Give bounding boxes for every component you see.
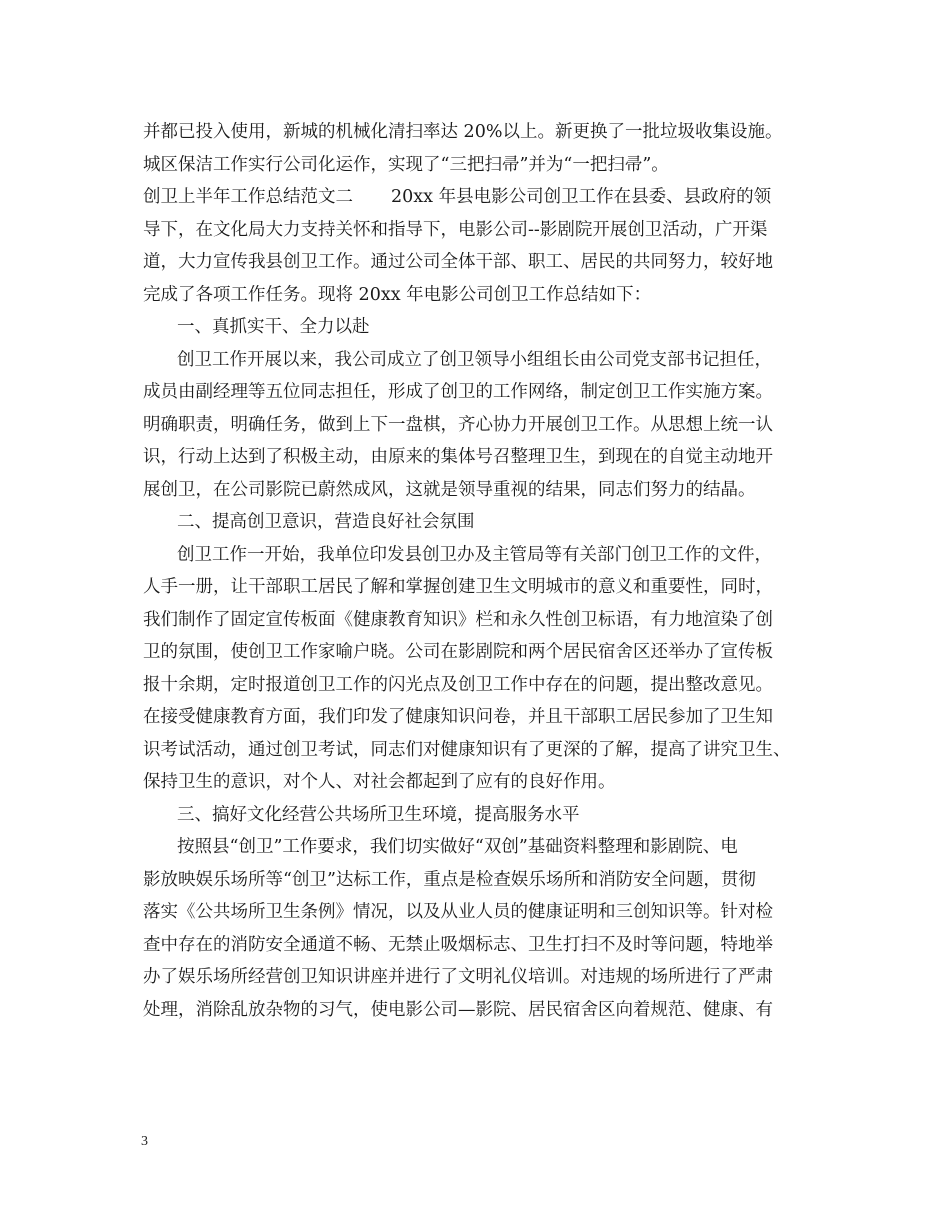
text-line: 成员由副经理等五位同志担任，形成了创卫的工作网络，制定创卫工作实施方案。 [143,382,773,402]
text-line: 导下，在文化局大力支持关怀和指导下，电影公司--影剧院开展创卫活动，广开渠 [143,219,768,240]
text-line: 人手一册，让干部职工居民了解和掌握创建卫生文明城市的意义和重要性，同时， [143,577,773,597]
text-line: 按照县“创卫”工作要求，我们切实做好“双创”基础资料整理和影剧院、电 [177,837,738,857]
section-heading: 三、搞好文化经营公共场所卫生环境，提高服务水平 [177,804,580,825]
text-line: 落实《公共场所卫生条例》情况，以及从业人员的健康证明和三创知识等。针对检 [143,902,773,922]
text-line: 办了娱乐场所经营创卫知识讲座并进行了文明礼仪培训。对违规的场所进行了严肃 [143,967,773,987]
text-line: 完成了各项工作任务。现将 20xx 年电影公司创卫工作总结如下： [143,284,652,305]
section-heading: 一、真抓实干、全力以赴 [177,317,370,337]
section-title: 创卫上半年工作总结范文二 [143,187,353,207]
text-line: 报十余期，定时报道创卫工作的闪光点及创卫工作中存在的问题，提出整改意见。 [143,674,773,695]
text-line: 识考试活动，通过创卫考试，同志们对健康知识有了更深的了解，提高了讲究卫生、 [143,739,791,760]
text-line: 创卫工作开展以来，我公司成立了创卫领导小组组长由公司党支部书记担任， [177,349,772,370]
text-line [143,181,833,214]
text-line: 查中存在的消防安全通道不畅、无禁止吸烟标志、卫生打扫不及时等问题，特地举 [143,934,773,955]
section-heading: 二、提高创卫意识，营造良好社会氛围 [177,512,475,532]
page-number: 3 [141,1134,148,1149]
text-line: 明确职责，明确任务，做到上下一盘棋，齐心协力开展创卫工作。从思想上统一认 [143,414,773,435]
text-line: 在接受健康教育方面，我们印发了健康知识问卷，并且干部职工居民参加了卫生知 [143,707,773,727]
text-line: 保持卫生的意识，对个人、对社会都起到了应有的良好作用。 [143,772,616,792]
text-line: 影放映娱乐场所等“创卫”达标工作，重点是检查娱乐场所和消防安全问题，贯彻 [143,869,756,890]
text-line: 并都已投入使用，新城的机械化清扫率达 20%以上。新更换了一批垃圾收集设施。 [143,122,783,142]
text-line: 识，行动上达到了积极主动，由原来的集体号召整理卫生，到现在的自觉主动地开 [143,447,773,467]
text-line-continuation: 20xx 年县电影公司创卫工作在县委、县政府的领 [391,187,772,207]
text-line: 城区保洁工作实行公司化运作，实现了“三把扫帚”并为“一把扫帚”。 [143,154,669,175]
text-line: 展创卫，在公司影院已蔚然成风，这就是领导重视的结果，同志们努力的结晶。 [143,479,756,500]
text-line: 我们制作了固定宣传板面《健康教育知识》栏和永久性创卫标语，有力地渲染了创 [143,609,773,630]
text-line: 创卫工作一开始，我单位印发县创卫办及主管局等有关部门创卫工作的文件， [177,544,772,565]
text-line: 道，大力宣传我县创卫工作。通过公司全体干部、职工、居民的共同努力，较好地 [143,252,773,272]
text-line: 卫的氛围，使创卫工作家喻户晓。公司在影剧院和两个居民宿舍区还举办了宣传板 [143,642,773,662]
text-line: 处理，消除乱放杂物的习气，使电影公司—影院、居民宿舍区向着规范、健康、有 [143,999,773,1020]
body-text [143,116,833,1026]
